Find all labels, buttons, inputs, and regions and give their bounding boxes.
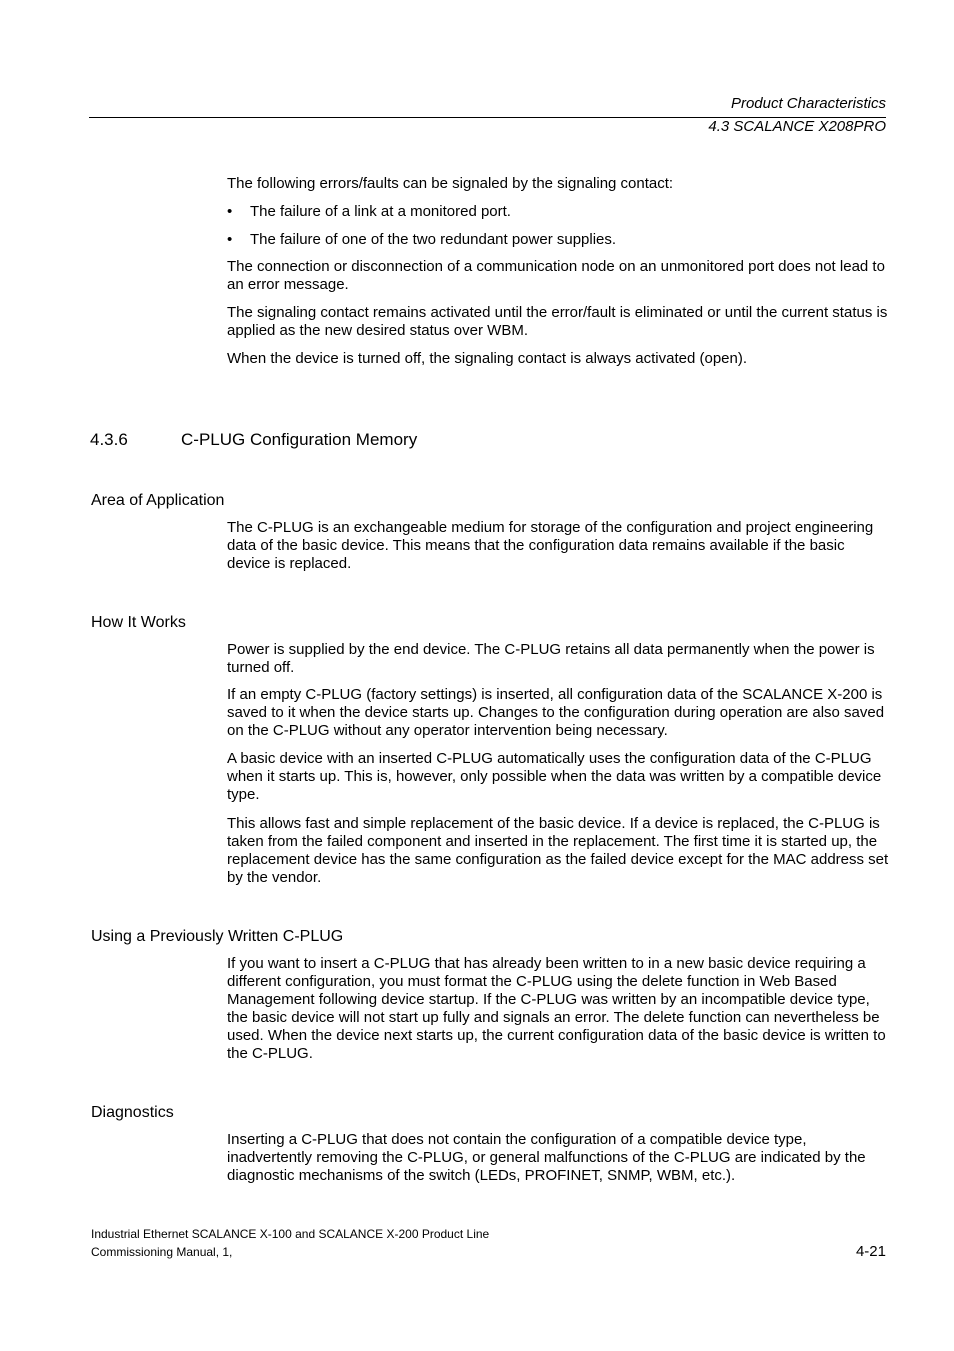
subheading-diagnostics: Diagnostics xyxy=(91,1104,174,1121)
how-it-works-paragraph xyxy=(227,641,889,677)
subheading-previously-written: Using a Previously Written C-PLUG xyxy=(91,928,344,945)
subheading-how-it-works: How It Works xyxy=(91,614,186,631)
intro-paragraph-text: When the device is turned off, the signaling contact is always activated (open). xyxy=(227,350,748,367)
intro-paragraph-text: The signaling contact remains activated until the error/fault is eliminated or until the current status is applied as the new desired status over WBM. xyxy=(227,304,888,339)
how-it-works-paragraph xyxy=(227,686,889,740)
section-number: 4.3.6 xyxy=(90,430,128,449)
intro-lead xyxy=(227,175,889,193)
header-chapter: Product Characteristics xyxy=(730,95,886,112)
section-title: C-PLUG Configuration Memory xyxy=(181,430,418,449)
bullet-text: The failure of one of the two redundant power supplies. xyxy=(250,231,617,248)
intro-paragraph xyxy=(227,304,889,340)
footer-product-line: Industrial Ethernet SCALANCE X-100 and SCALANCE X-200 Product Line xyxy=(91,1227,490,1241)
intro-paragraph xyxy=(227,258,889,294)
paragraph: The C-PLUG is an exchangeable medium for storage of the configuration and project engineering data of the basic device. This means that the configuration data remains available if the basic device is replaced. xyxy=(227,519,874,572)
how-it-works-paragraph xyxy=(227,815,889,887)
paragraph: If an empty C-PLUG (factory settings) is inserted, all configuration data of the SCALANCE X-200 is saved to it when the device starts up. Changes to the configuration during operation are also saved on the C-PLUG without any operator intervention being necessary. xyxy=(227,686,885,739)
page-number: 4-21 xyxy=(855,1243,886,1260)
area-of-application-text xyxy=(227,519,889,573)
bullet-item xyxy=(227,203,511,221)
intro-paragraph xyxy=(227,350,889,368)
bullet-text: The failure of a link at a monitored port. xyxy=(250,203,511,220)
bullet-dot-icon: • xyxy=(227,203,233,220)
bullet-item xyxy=(227,231,616,249)
subheading-area-of-application: Area of Application xyxy=(91,492,225,509)
intro-paragraph-text: The connection or disconnection of a communication node on an unmonitored port does not lead to an error message. xyxy=(227,258,885,293)
paragraph: A basic device with an inserted C-PLUG automatically uses the configuration data of the C-PLUG when it starts up. This is, however, only possible when the data was written by a compatible device type. xyxy=(227,750,882,803)
header-section: 4.3 SCALANCE X208PRO xyxy=(708,118,886,135)
how-it-works-paragraph xyxy=(227,750,889,804)
footer-manual: Commissioning Manual, 1, xyxy=(91,1245,233,1259)
paragraph: Power is supplied by the end device. The C-PLUG retains all data permanently when the power is turned off. xyxy=(227,641,875,676)
diagnostics-text xyxy=(227,1131,889,1185)
paragraph: If you want to insert a C-PLUG that has already been written to in a new basic device requiring a different configuration, you must format the C-PLUG using the delete function in Web Based Management following device startup. If the C-PLUG was written by an incompatible device type, the basic device will not start up fully and signals an error. The delete function can nevertheless be used. When the device next starts up, the current configuration data of the basic device is written to the C-PLUG. xyxy=(227,955,886,1062)
previously-written-text xyxy=(227,955,889,1063)
paragraph: Inserting a C-PLUG that does not contain the configuration of a compatible device type, inadvertently removing the C-PLUG, or general malfunctions of the C-PLUG are indicated by the diagnostic mechanisms of the switch (LEDs, PROFINET, SNMP, WBM, etc.). xyxy=(227,1131,866,1184)
paragraph: This allows fast and simple replacement of the basic device. If a device is replaced, the C-PLUG is taken from the failed component and inserted in the replacement. The first time it is started up, the replacement device has the same configuration as the failed device except for the MAC address set by the vendor. xyxy=(227,815,889,886)
section-heading xyxy=(90,430,417,450)
intro-lead-text: The following errors/faults can be signaled by the signaling contact: xyxy=(227,175,674,192)
bullet-dot-icon: • xyxy=(227,231,233,248)
